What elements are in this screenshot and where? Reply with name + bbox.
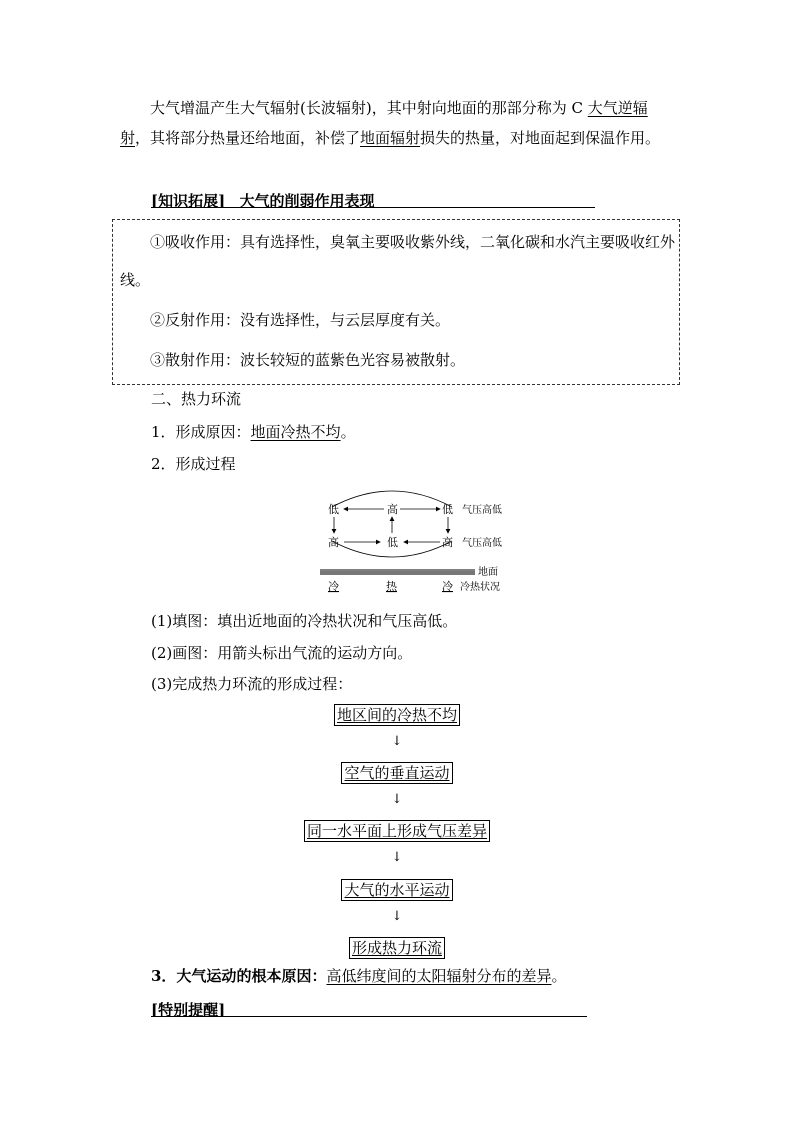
point-2: 2．形成过程: [151, 455, 236, 473]
flow-arrow-1: ↓: [391, 734, 403, 749]
upper-row-caption: 气压高低: [462, 505, 502, 516]
intro-paragraph: [120, 93, 676, 153]
point-3-answer: 高低纬度间的太阳辐射分布的差异: [326, 967, 552, 985]
section-heading: 二、热力环流: [151, 390, 242, 408]
point-3: [151, 964, 566, 988]
point-1-answer: 地面冷热不均: [250, 423, 341, 441]
flow-step-5: 形成热力环流: [0, 937, 794, 959]
point-1: [151, 420, 356, 444]
flow-arrow-2: ↓: [391, 792, 403, 807]
task-2: (2)画图：用箭头标出气流的运动方向。: [151, 644, 413, 662]
upper-label-middle: 高: [387, 503, 398, 516]
reminder-header: [151, 998, 225, 1022]
bottom-label-left: 冷: [328, 580, 339, 593]
extension-item-2: ②反射作用：没有选择性，与云层厚度有关。: [150, 311, 451, 329]
point-1-end: 。: [340, 423, 356, 441]
extension-item-1: ①吸收作用：具有选择性，臭氧主要吸收紫外线，二氧化碳和水汽主要吸收红外线。: [120, 233, 676, 289]
term-atmospheric-counter-radiation: 大气逆辐射: [120, 99, 648, 147]
ground-label: 地面: [478, 567, 498, 578]
flow-step-1: 地区间的冷热不均: [0, 704, 794, 726]
intro-text-middle: ，其将部分热量还给地面，补偿了: [135, 129, 361, 147]
flow-arrow-4: ↓: [391, 909, 403, 924]
extension-item-3: ③散射作用：波长较短的蓝紫色光容易被散射。: [150, 351, 466, 369]
task-1: (1)填图：填出近地面的冷热状况和气压高低。: [151, 612, 458, 630]
lower-label-left: 高: [328, 536, 339, 549]
term-ground-radiation: 地面辐射: [360, 129, 421, 147]
task-3: (3)完成热力环流的形成过程：: [151, 675, 353, 693]
ground-hatch: [320, 571, 475, 575]
lower-label-right: 高: [442, 536, 453, 549]
bottom-label-right: 冷: [442, 580, 453, 593]
reminder-underline: [151, 1016, 587, 1017]
intro-text-before: 大气增温产生大气辐射(长波辐射)，其中射向地面的那部分称为 C: [150, 99, 588, 117]
point-3-label: 3．大气运动的根本原因：: [151, 967, 327, 985]
upper-label-right: 低: [442, 503, 453, 516]
flow-step-4: 大气的水平运动: [0, 879, 794, 901]
bottom-row-caption: 冷热状况: [460, 582, 500, 593]
flow-step-3: 同一水平面上形成气压差异: [0, 820, 794, 842]
extension-title: 大气的削弱作用表现: [239, 192, 375, 210]
thermal-circulation-diagram: [310, 483, 520, 598]
flow-step-2: 空气的垂直运动: [0, 762, 794, 784]
intro-text-after: 损失的热量，对地面起到保温作用。: [420, 129, 661, 147]
extension-tag: [知识拓展]: [151, 192, 226, 210]
extension-header: [151, 189, 375, 213]
extension-underline: [151, 207, 595, 208]
upper-label-left: 低: [328, 503, 339, 516]
point-1-label: 1．形成原因：: [151, 423, 251, 441]
lower-row-caption: 气压高低: [462, 538, 502, 549]
point-3-end: 。: [551, 967, 567, 985]
lower-label-middle: 低: [387, 536, 398, 549]
bottom-label-middle: 热: [386, 580, 397, 593]
reminder-tag: [特别提醒]: [151, 1001, 226, 1019]
flow-arrow-3: ↓: [391, 850, 403, 865]
